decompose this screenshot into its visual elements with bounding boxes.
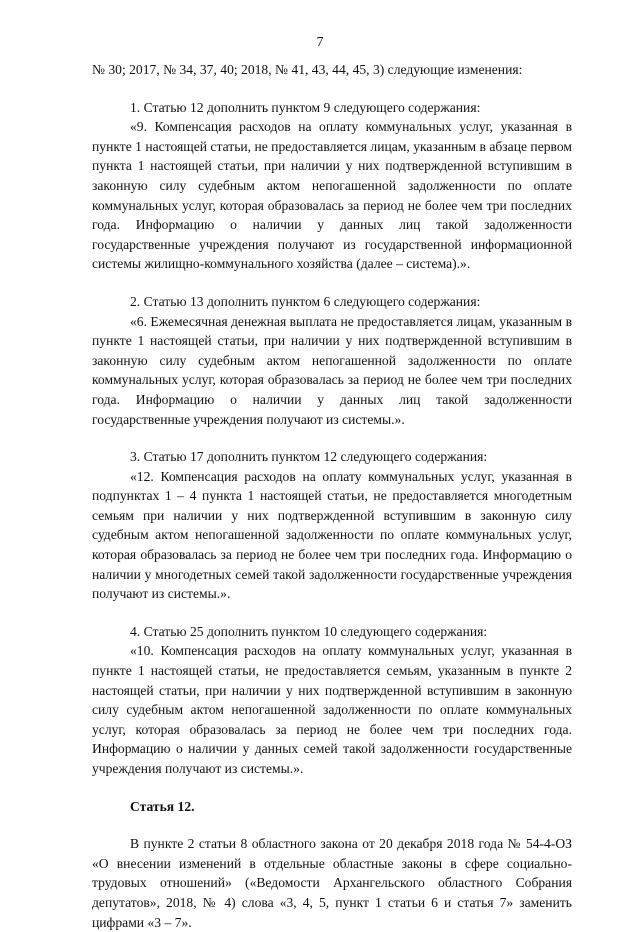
intro-line: № 30; 2017, № 34, 37, 40; 2018, № 41, 43, 44, 45, 3) следующие изменения: <box>92 62 523 77</box>
item-2-lead: 2. Статью 13 дополнить пунктом 6 следующего содержания: <box>130 293 481 309</box>
page-number: 7 <box>316 34 324 49</box>
item-2-quote: «6. Ежемесячная денежная выплата не предоставляется лицам, указанным в пункте 1 настоящей статьи, при наличии у них подтвержденной вступившим в законную силу судебным актом непогашенной задолженности по оплате коммунальных услуг, которая образовалась за период не более чем три последних года. Информацию о наличии у данных лиц такой задолженности государственные учреждения получают из системы.». <box>92 313 572 427</box>
item-4-lead: 4. Статью 25 дополнить пунктом 10 следующего содержания: <box>130 623 488 639</box>
article-text: В пункте 2 статьи 8 областного закона от 20 декабря 2018 года № 54-4-ОЗ «О внесении изменений в отдельные областные законы в сфере социально-трудовых отношений» («Ведомости Архангельского областного Собрания депутатов», 2018, № 4) слова «3, 4, 5, пункт 1 статьи 6 и статья 7» заменить цифрами «3 – 7». <box>92 836 572 930</box>
item-4-quote: «10. Компенсация расходов на оплату коммунальных услуг, указанная в пункте 1 настоящей статьи, не предоставляется семьям, указанным в пункте 2 настоящей статьи, при наличии у них подтвержденной вступившим в законную силу судебным актом непогашенной задолженности по оплате коммунальных услуг, которая образовалась за период не более чем три последних года. Информацию о наличии у данных семей такой задолженности государственные учреждения получают из системы.». <box>92 643 572 776</box>
item-1-quote: «9. Компенсация расходов на оплату коммунальных услуг, указанная в пункте 1 настоящей статьи, не предоставляется лицам, указанным в абзаце первом пункта 1 настоящей статьи, при наличии у них подтвержденной вступившим в законную силу судебным актом непогашенной задолженности по оплате коммунальных услуг, которая образовалась за период не более чем три последних года. Информацию о наличии у данных лиц такой задолженности государственные учреждения получают из государственной информационной системы жилищно-коммунального хозяйства (далее – система).». <box>92 119 572 272</box>
item-3-quote: «12. Компенсация расходов на оплату коммунальных услуг, указанная в подпунктах 1 – 4 пункта 1 настоящей статьи, не предоставляется многодетным семьям при наличии у них подтвержденной вступившим в законную силу судебным актом непогашенной задолженности по оплате коммунальных услуг, которая образовалась за период не более чем три последних года. Информацию о наличии у многодетных семей такой задолженности государственные учреждения получают из системы.». <box>92 468 572 602</box>
article-heading: Статья 12. <box>130 798 195 814</box>
item-3-lead: 3. Статью 17 дополнить пунктом 12 следующего содержания: <box>130 449 488 465</box>
item-1-lead: 1. Статью 12 дополнить пунктом 9 следующего содержания: <box>130 99 481 115</box>
document-body <box>92 60 572 932</box>
